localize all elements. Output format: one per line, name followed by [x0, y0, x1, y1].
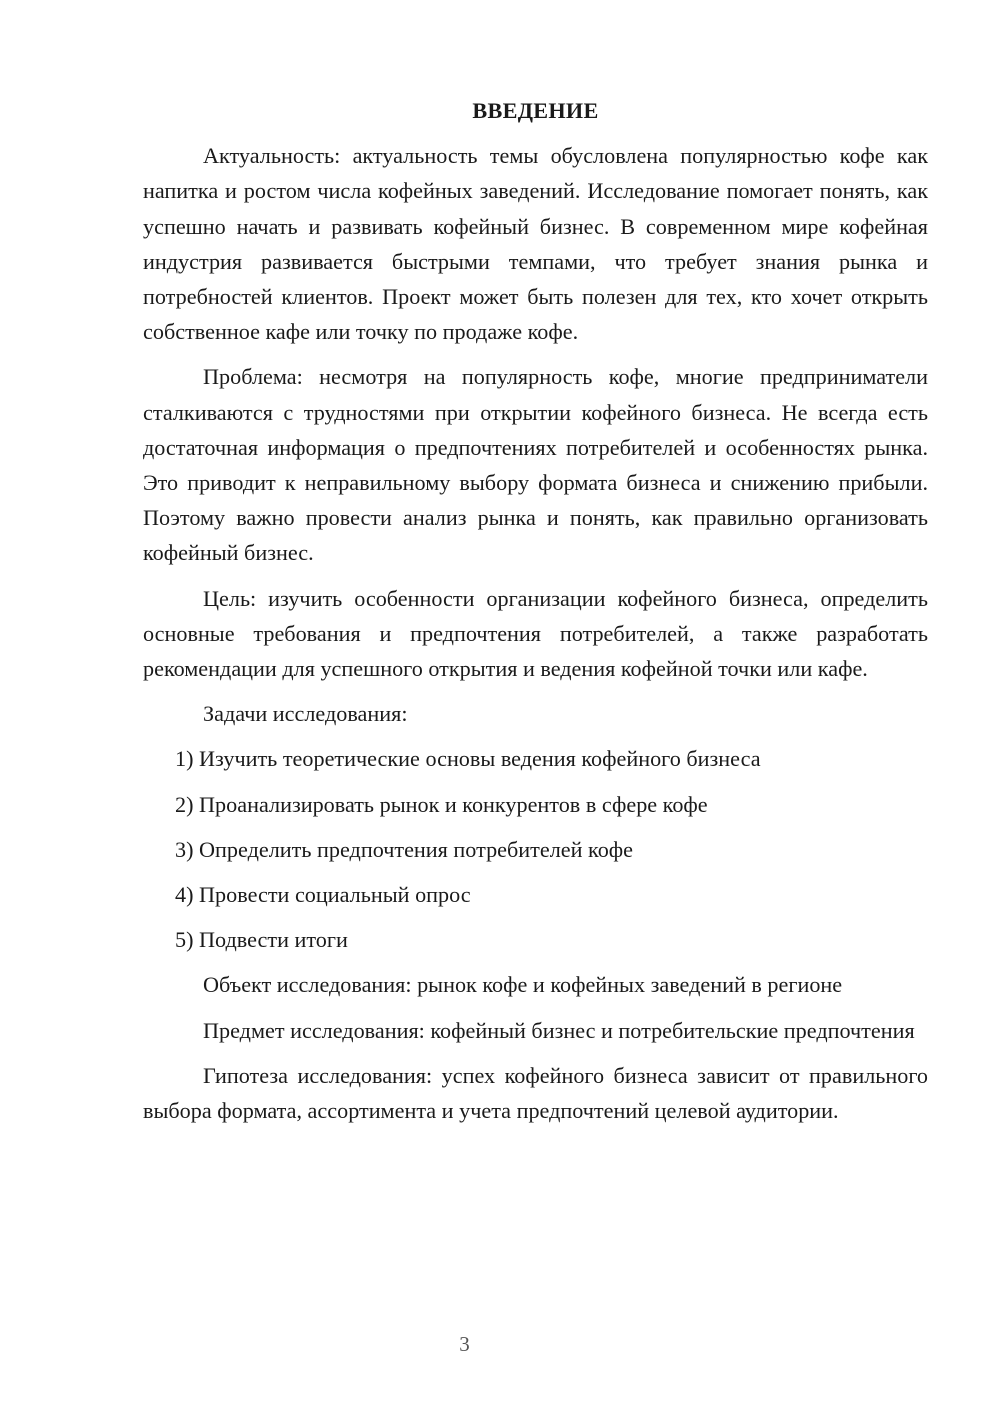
page-title: ВВЕДЕНИЕ [472, 98, 599, 123]
task-item: 1) Изучить теоретические основы ведения кофейного бизнеса [175, 746, 761, 772]
task-item: 5) Подвести итоги [175, 927, 348, 953]
object-paragraph: Объект исследования: рынок кофе и кофейных заведений в регионе [203, 972, 843, 998]
hypothesis-paragraph: Гипотеза исследования: успех кофейного бизнеса зависит от правильного выбора формата, ассортимента и учета предпочтений целевой аудитории. [143, 1062, 928, 1124]
document-page [143, 93, 928, 1138]
task-item: 2) Проанализировать рынок и конкурентов в сфере кофе [175, 791, 708, 817]
page-number: 3 [459, 1332, 470, 1356]
subject-paragraph: Предмет исследования: кофейный бизнес и потребительские предпочтения [203, 1017, 915, 1043]
problem-paragraph: Проблема: несмотря на популярность кофе, многие предприниматели сталкиваются с трудностями при открытии кофейного бизнеса. Не всегда есть достаточная информация о предпочтениях потребителей и особенностях рынка. Это приводит к неправильному выбору формата бизнеса и снижению прибыли. Поэтому важно провести анализ рынка и понять, как правильно организовать кофейный бизнес. [143, 364, 928, 566]
goal-paragraph: Цель: изучить особенности организации кофейного бизнеса, определить основные требования и предпочтения потребителей, а также разработать рекомендации для успешного открытия и ведения кофейной точки или кафе. [143, 585, 928, 682]
task-item: 4) Провести социальный опрос [175, 882, 471, 908]
relevance-paragraph: Актуальность: актуальность темы обусловлена популярностью кофе как напитка и ростом числа кофейных заведений. Исследование помогает понять, как успешно начать и развивать кофейный бизнес. В современном мире кофейная индустрия развивается быстрыми темпами, что требует знания рынка и потребностей клиентов. Проект может быть полезен для тех, кто хочет открыть собственное кафе или точку по продаже кофе. [143, 143, 928, 345]
task-item: 3) Определить предпочтения потребителей кофе [175, 836, 634, 862]
tasks-list [143, 741, 928, 957]
tasks-heading: Задачи исследования: [203, 701, 408, 727]
